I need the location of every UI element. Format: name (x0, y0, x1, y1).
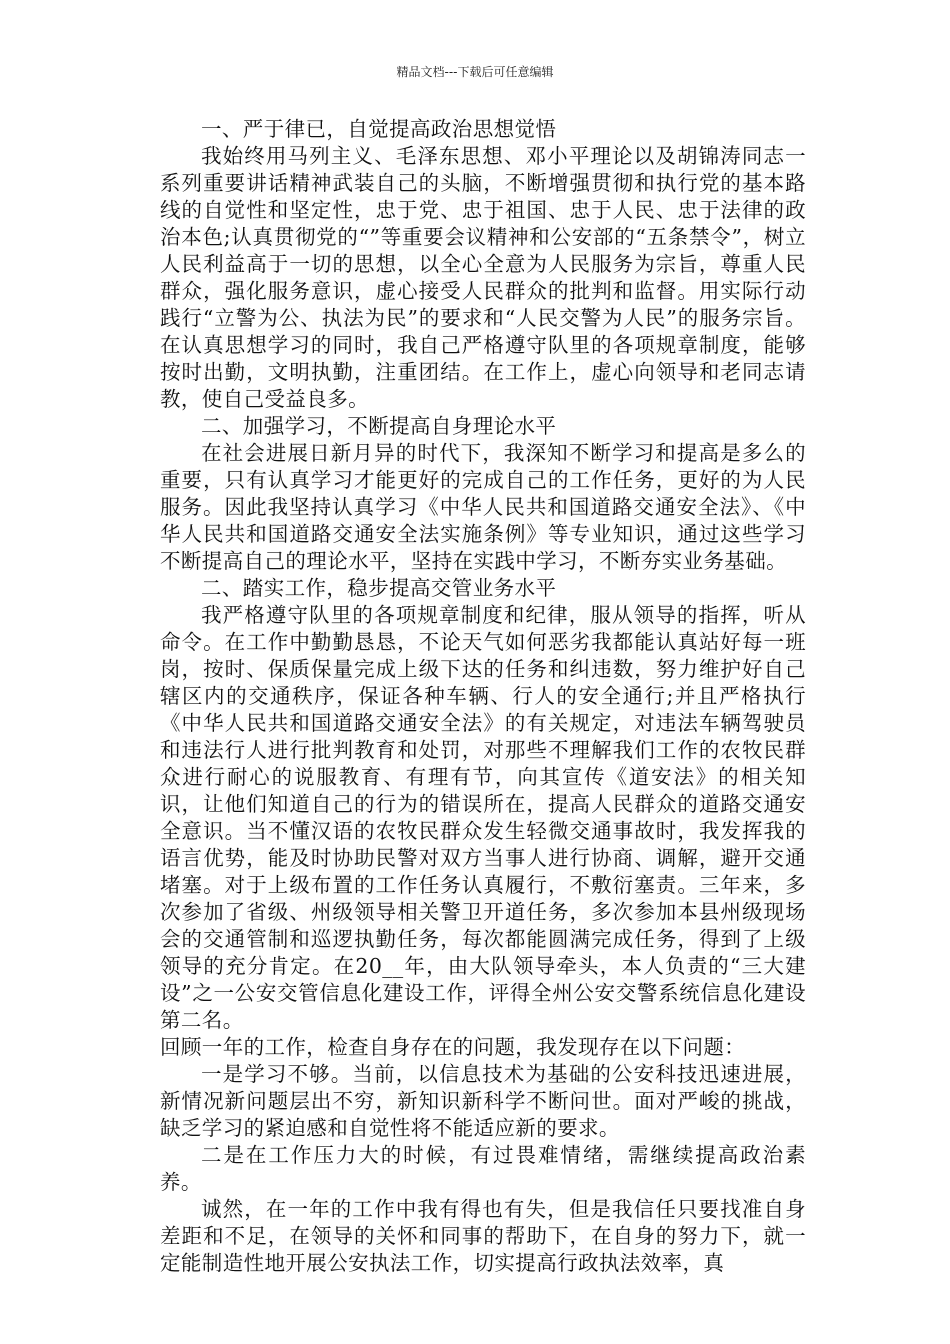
paragraph-review: 回顾一年的工作，检查自身存在的问题，我发现存在以下问题： (160, 1035, 746, 1059)
section-heading-1: 一、严于律已，自觉提高政治思想觉悟 (201, 117, 557, 141)
header-note: 精品文档---下载后可任意编辑 (396, 65, 554, 79)
paragraph-problem-2: 二是在工作压力大的时候，有过畏难情绪，需继续提高政治素养。 (160, 1143, 806, 1194)
section-heading-2: 二、加强学习，不断提高自身理论水平 (201, 414, 557, 438)
document-body (160, 116, 806, 1277)
paragraph-conclusion: 诚然，在一年的工作中我有得也有失，但是我信任只要找准自身差距和不足，在领导的关怀和同事的帮助下，在自身的努力下，就一定能制造性地开展公安执法工作，切实提高行政执法效率，真 (160, 1197, 806, 1275)
section-heading-3: 二、踏实工作，稳步提高交管业务水平 (201, 576, 557, 600)
paragraph-1: 我始终用马列主义、毛泽东思想、邓小平理论以及胡锦涛同志一系列重要讲话精神武装自己的头脑，不断增强贯彻和执行党的基本路线的自觉性和坚定性，忠于党、忠于祖国、忠于人民、忠于法律的政治本色;认真贯彻党的“”等重要会议精神和公安部的“五条禁令”，树立人民利益高于一切的思想，以全心全意为人民服务为宗旨，尊重人民群众，强化服务意识，虚心接受人民群众的批判和监督。用实际行动践行“立警为公、执法为民”的要求和“人民交警为人民”的服务宗旨。在认真思想学习的同时，我自己严格遵守队里的各项规章制度，能够按时出勤，文明执勤，注重团结。在工作上，虚心向领导和老同志请教，使自己受益良多。 (160, 144, 806, 411)
paragraph-3: 我严格遵守队里的各项规章制度和纪律，服从领导的指挥，听从命令。在工作中勤勤恳恳，不论天气如何恶劣我都能认真站好每一班岗，按时、保质保量完成上级下达的任务和纠违数，努力维护好自己辖区内的交通秩序，保证各种车辆、行人的安全通行;并且严格执行《中华人民共和国道路交通安全法》的有关规定，对违法车辆驾驶员和违法行人进行批判教育和处罚，对那些不理解我们工作的农牧民群众进行耐心的说服教育、有理有节，向其宣传《道安法》的相关知识，让他们知道自己的行为的错误所在，提高人民群众的道路交通安全意识。当不懂汉语的农牧民群众发生轻微交通事故时，我发挥我的语言优势，能及时协助民警对双方当事人进行协商、调解，避开交通堵塞。对于上级布置的工作任务认真履行，不敷衍塞责。三年来，多次参加了省级、州级领导相关警卫开道任务，多次参加本县州级现场会的交通管制和巡逻执勤任务，每次都能圆满完成任务，得到了上级领导的充分肯定。在20__年，由大队领导牵头，本人负责的“三大建设”之一公安交管信息化建设工作，评得全州公安交警系统信息化建设第二名。 (160, 603, 806, 1032)
paragraph-2: 在社会进展日新月异的时代下，我深知不断学习和提高是多么的重要，只有认真学习才能更好的完成自己的工作任务，更好的为人民服务。因此我坚持认真学习《中华人民共和国道路交通安全法》、《中华人民共和国道路交通安全法实施条例》等专业知识，通过这些学习不断提高自己的理论水平，坚持在实践中学习，不断夯实业务基础。 (160, 441, 806, 573)
paragraph-problem-1: 一是学习不够。当前，以信息技术为基础的公安科技迅速进展，新情况新问题层出不穷，新知识新科学不断问世。面对严峻的挑战，缺乏学习的紧迫感和自觉性将不能适应新的要求。 (160, 1062, 806, 1140)
